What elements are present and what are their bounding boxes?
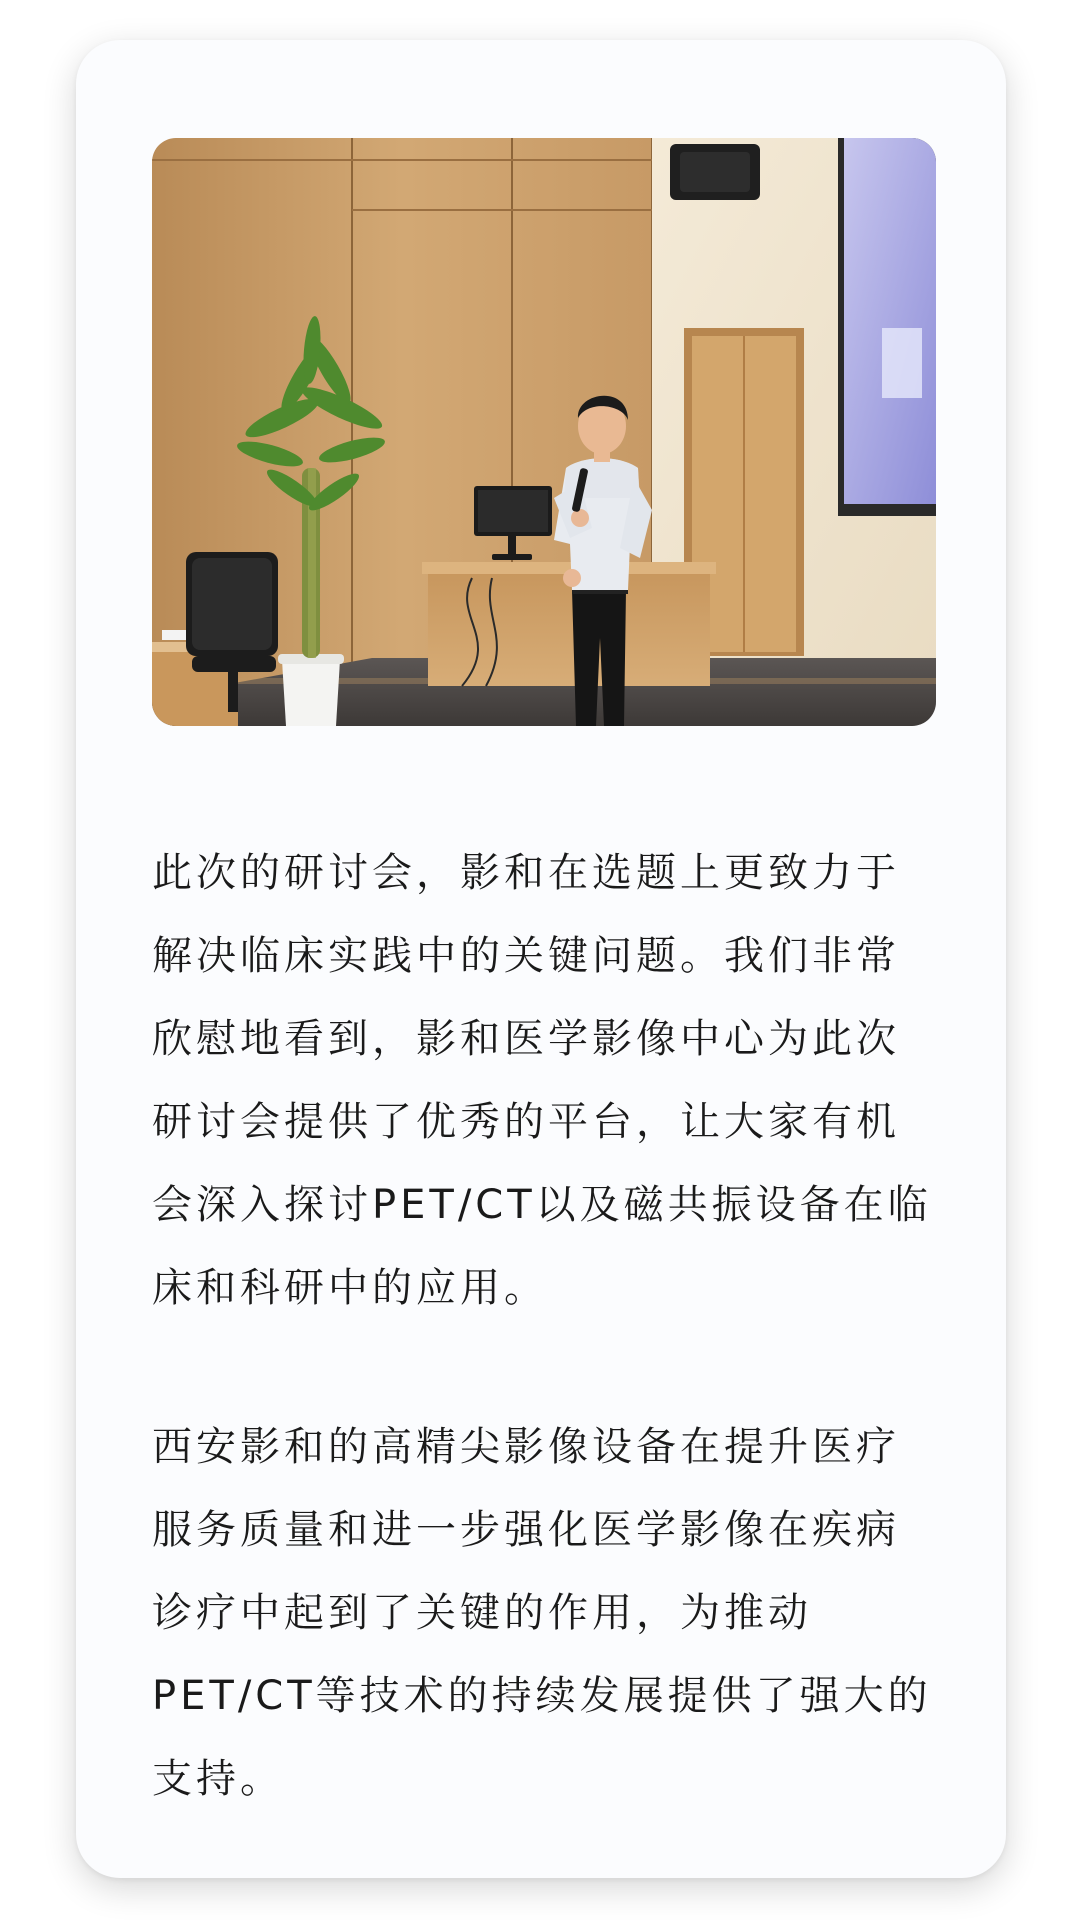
seminar-speaker-photo: [152, 138, 936, 726]
article-body: [152, 832, 942, 1821]
paragraph-1: 此次的研讨会，影和在选题上更致力于解决临床实践中的关键问题。我们非常欣慰地看到，影和医学影像中心为此次研讨会提供了优秀的平台，让大家有机会深入探讨PET/CT以及磁共振设备在临床和科研中的应用。: [152, 850, 932, 1311]
paragraph-gap: [152, 1330, 942, 1406]
paragraph-2: 西安影和的高精尖影像设备在提升医疗服务质量和进一步强化医学影像在疾病诊疗中起到了关键的作用，为推动PET/CT等技术的持续发展提供了强大的支持。: [152, 1424, 932, 1802]
article-card: [76, 40, 1006, 1878]
